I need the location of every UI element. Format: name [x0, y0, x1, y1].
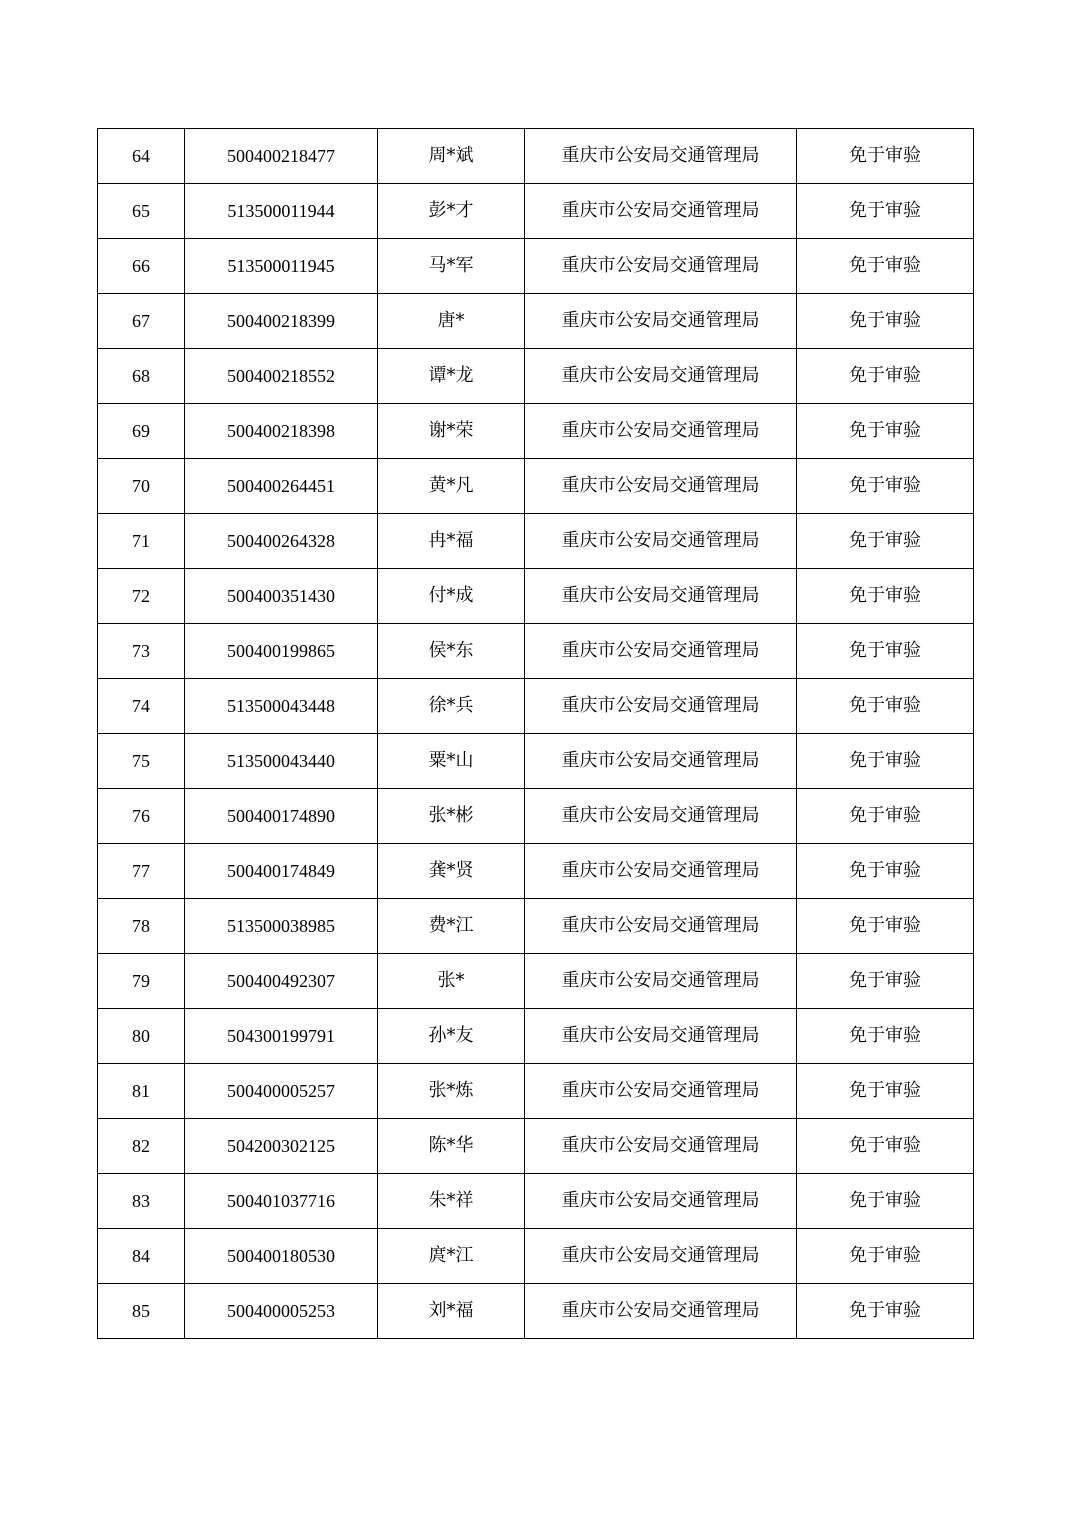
person-name-cell: 朱*祥: [378, 1174, 525, 1229]
review-result-cell: 免于审验: [797, 899, 974, 954]
certificate-number-cell: 500400218477: [185, 129, 378, 184]
records-table-body: [98, 129, 974, 1339]
review-result-cell: 免于审验: [797, 624, 974, 679]
table-row: [98, 1284, 974, 1339]
person-name-cell: 付*成: [378, 569, 525, 624]
person-name-cell: 周*斌: [378, 129, 525, 184]
person-name-cell: 唐*: [378, 294, 525, 349]
review-result-cell: 免于审验: [797, 734, 974, 789]
person-name-cell: 谢*荣: [378, 404, 525, 459]
row-number-cell: 80: [98, 1009, 185, 1064]
table-row: [98, 679, 974, 734]
row-number-cell: 82: [98, 1119, 185, 1174]
table-row: [98, 734, 974, 789]
table-row: [98, 1009, 974, 1064]
review-result-cell: 免于审验: [797, 294, 974, 349]
issuing-agency-cell: 重庆市公安局交通管理局: [525, 789, 797, 844]
table-row: [98, 1064, 974, 1119]
certificate-number-cell: 500400174849: [185, 844, 378, 899]
table-row: [98, 624, 974, 679]
person-name-cell: 冉*福: [378, 514, 525, 569]
certificate-number-cell: 513500043448: [185, 679, 378, 734]
row-number-cell: 72: [98, 569, 185, 624]
issuing-agency-cell: 重庆市公安局交通管理局: [525, 294, 797, 349]
issuing-agency-cell: 重庆市公安局交通管理局: [525, 184, 797, 239]
issuing-agency-cell: 重庆市公安局交通管理局: [525, 954, 797, 1009]
row-number-cell: 76: [98, 789, 185, 844]
person-name-cell: 张*: [378, 954, 525, 1009]
row-number-cell: 64: [98, 129, 185, 184]
review-result-cell: 免于审验: [797, 514, 974, 569]
person-name-cell: 侯*东: [378, 624, 525, 679]
row-number-cell: 73: [98, 624, 185, 679]
table-row: [98, 954, 974, 1009]
row-number-cell: 83: [98, 1174, 185, 1229]
table-row: [98, 294, 974, 349]
table-row: [98, 789, 974, 844]
table-row: [98, 899, 974, 954]
issuing-agency-cell: 重庆市公安局交通管理局: [525, 1064, 797, 1119]
certificate-number-cell: 500400218552: [185, 349, 378, 404]
review-result-cell: 免于审验: [797, 184, 974, 239]
table-row: [98, 184, 974, 239]
issuing-agency-cell: 重庆市公安局交通管理局: [525, 1284, 797, 1339]
review-result-cell: 免于审验: [797, 1064, 974, 1119]
table-row: [98, 514, 974, 569]
row-number-cell: 70: [98, 459, 185, 514]
table-row: [98, 129, 974, 184]
certificate-number-cell: 500400351430: [185, 569, 378, 624]
certificate-number-cell: 513500038985: [185, 899, 378, 954]
person-name-cell: 徐*兵: [378, 679, 525, 734]
person-name-cell: 彭*才: [378, 184, 525, 239]
row-number-cell: 67: [98, 294, 185, 349]
review-result-cell: 免于审验: [797, 1174, 974, 1229]
person-name-cell: 费*江: [378, 899, 525, 954]
review-result-cell: 免于审验: [797, 954, 974, 1009]
row-number-cell: 75: [98, 734, 185, 789]
issuing-agency-cell: 重庆市公安局交通管理局: [525, 404, 797, 459]
review-result-cell: 免于审验: [797, 1229, 974, 1284]
row-number-cell: 65: [98, 184, 185, 239]
row-number-cell: 84: [98, 1229, 185, 1284]
row-number-cell: 78: [98, 899, 185, 954]
row-number-cell: 81: [98, 1064, 185, 1119]
review-result-cell: 免于审验: [797, 789, 974, 844]
review-result-cell: 免于审验: [797, 239, 974, 294]
certificate-number-cell: 500400264451: [185, 459, 378, 514]
review-result-cell: 免于审验: [797, 129, 974, 184]
person-name-cell: 陈*华: [378, 1119, 525, 1174]
issuing-agency-cell: 重庆市公安局交通管理局: [525, 129, 797, 184]
certificate-number-cell: 513500011944: [185, 184, 378, 239]
issuing-agency-cell: 重庆市公安局交通管理局: [525, 1119, 797, 1174]
certificate-number-cell: 500400180530: [185, 1229, 378, 1284]
row-number-cell: 79: [98, 954, 185, 1009]
row-number-cell: 69: [98, 404, 185, 459]
table-row: [98, 569, 974, 624]
certificate-number-cell: 513500011945: [185, 239, 378, 294]
table-row: [98, 459, 974, 514]
issuing-agency-cell: 重庆市公安局交通管理局: [525, 1009, 797, 1064]
review-result-cell: 免于审验: [797, 459, 974, 514]
records-table: [97, 128, 974, 1339]
row-number-cell: 66: [98, 239, 185, 294]
issuing-agency-cell: 重庆市公安局交通管理局: [525, 734, 797, 789]
review-result-cell: 免于审验: [797, 349, 974, 404]
row-number-cell: 74: [98, 679, 185, 734]
issuing-agency-cell: 重庆市公安局交通管理局: [525, 899, 797, 954]
table-row: [98, 404, 974, 459]
certificate-number-cell: 504300199791: [185, 1009, 378, 1064]
review-result-cell: 免于审验: [797, 1009, 974, 1064]
person-name-cell: 张*彬: [378, 789, 525, 844]
certificate-number-cell: 504200302125: [185, 1119, 378, 1174]
row-number-cell: 77: [98, 844, 185, 899]
table-row: [98, 349, 974, 404]
certificate-number-cell: 500400005253: [185, 1284, 378, 1339]
issuing-agency-cell: 重庆市公安局交通管理局: [525, 1229, 797, 1284]
row-number-cell: 68: [98, 349, 185, 404]
row-number-cell: 71: [98, 514, 185, 569]
review-result-cell: 免于审验: [797, 1284, 974, 1339]
issuing-agency-cell: 重庆市公安局交通管理局: [525, 679, 797, 734]
person-name-cell: 谭*龙: [378, 349, 525, 404]
issuing-agency-cell: 重庆市公安局交通管理局: [525, 1174, 797, 1229]
review-result-cell: 免于审验: [797, 569, 974, 624]
review-result-cell: 免于审验: [797, 679, 974, 734]
certificate-number-cell: 500400492307: [185, 954, 378, 1009]
certificate-number-cell: 500400174890: [185, 789, 378, 844]
person-name-cell: 马*军: [378, 239, 525, 294]
review-result-cell: 免于审验: [797, 1119, 974, 1174]
issuing-agency-cell: 重庆市公安局交通管理局: [525, 624, 797, 679]
certificate-number-cell: 500400199865: [185, 624, 378, 679]
table-row: [98, 1119, 974, 1174]
table-row: [98, 1229, 974, 1284]
certificate-number-cell: 513500043440: [185, 734, 378, 789]
row-number-cell: 85: [98, 1284, 185, 1339]
person-name-cell: 粟*山: [378, 734, 525, 789]
person-name-cell: 孙*友: [378, 1009, 525, 1064]
person-name-cell: 张*炼: [378, 1064, 525, 1119]
table-row: [98, 239, 974, 294]
person-name-cell: 庹*江: [378, 1229, 525, 1284]
certificate-number-cell: 500400005257: [185, 1064, 378, 1119]
issuing-agency-cell: 重庆市公安局交通管理局: [525, 844, 797, 899]
issuing-agency-cell: 重庆市公安局交通管理局: [525, 239, 797, 294]
certificate-number-cell: 500401037716: [185, 1174, 378, 1229]
certificate-number-cell: 500400218398: [185, 404, 378, 459]
certificate-number-cell: 500400264328: [185, 514, 378, 569]
table-row: [98, 1174, 974, 1229]
person-name-cell: 龚*贤: [378, 844, 525, 899]
certificate-number-cell: 500400218399: [185, 294, 378, 349]
table-row: [98, 844, 974, 899]
review-result-cell: 免于审验: [797, 404, 974, 459]
issuing-agency-cell: 重庆市公安局交通管理局: [525, 459, 797, 514]
issuing-agency-cell: 重庆市公安局交通管理局: [525, 349, 797, 404]
person-name-cell: 黄*凡: [378, 459, 525, 514]
review-result-cell: 免于审验: [797, 844, 974, 899]
person-name-cell: 刘*福: [378, 1284, 525, 1339]
issuing-agency-cell: 重庆市公安局交通管理局: [525, 569, 797, 624]
issuing-agency-cell: 重庆市公安局交通管理局: [525, 514, 797, 569]
